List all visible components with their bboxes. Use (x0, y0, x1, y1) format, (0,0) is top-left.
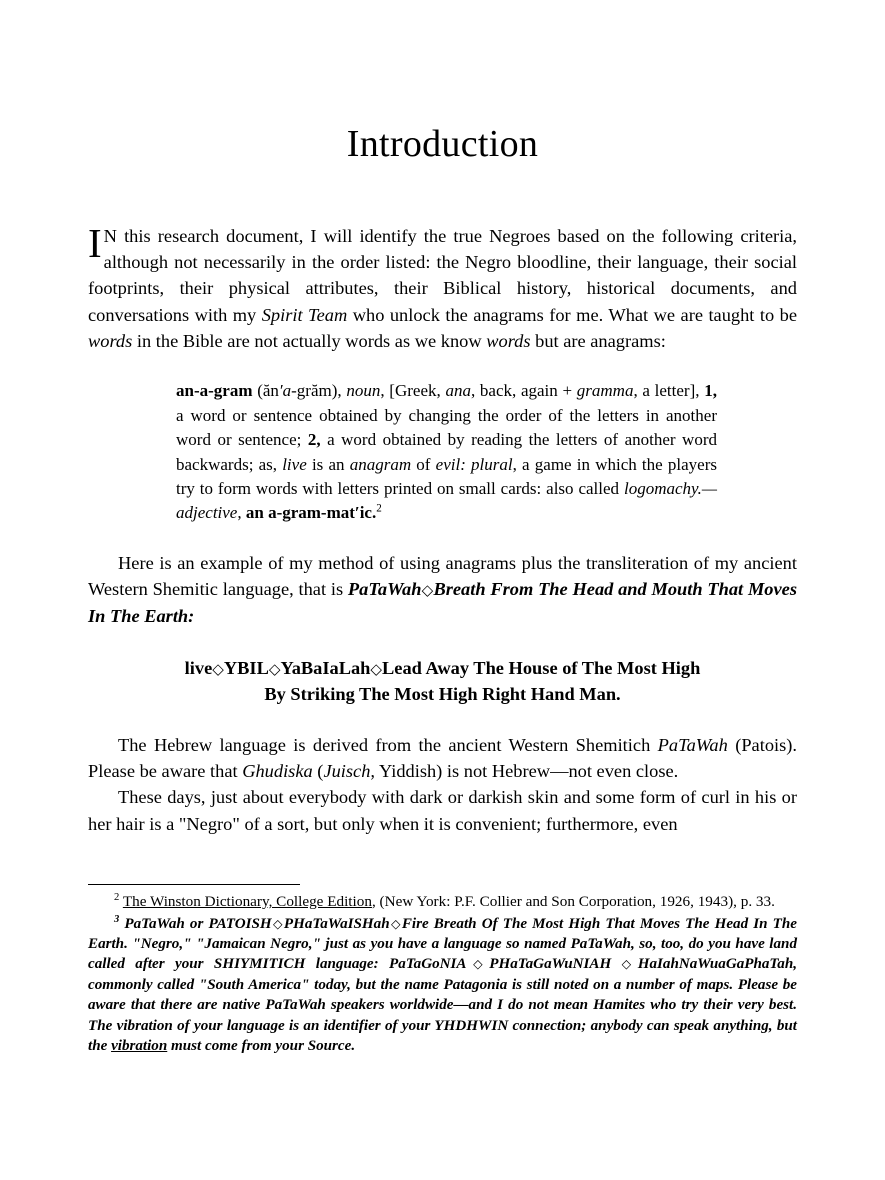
logomachy-adjective: logomachy.—adjective (176, 478, 717, 523)
footnotes-section (88, 884, 797, 1056)
intro-paragraph (88, 219, 797, 354)
diamond-icon: ◇ (271, 916, 284, 931)
hebrew-paragraph (88, 732, 797, 785)
footnote-3-phatawaishah: PHaTaWaISHah (283, 915, 390, 932)
dictionary-definition-block (88, 379, 797, 525)
words-emphasis-1: words (88, 330, 133, 351)
breath-translation: Breath From The Head and Mouth That Moves In The Earth: (88, 579, 797, 627)
diamond-icon: ◇ (268, 659, 281, 678)
footnote-3-body-3: must come from your Source. (167, 1038, 356, 1055)
footnote-2-marker: 2 (114, 891, 120, 903)
part-of-speech: noun (346, 381, 381, 401)
example-evil-plural: evil: plural (435, 454, 513, 474)
diamond-icon: ◇ (370, 659, 383, 678)
patawah-bold-italic: PaTaWah (347, 579, 422, 600)
method-paragraph (88, 550, 797, 630)
definition-headword: an-a-gram (176, 381, 253, 401)
diamond-icon: ◇ (389, 916, 402, 931)
pronunciation-italic-a: ′a (278, 381, 292, 401)
words-emphasis-2: words (486, 330, 531, 351)
these-days-paragraph: These days, just about everybody with dark or darkish skin and some form of curl in his or her hair is a "Negro" of a sort, but only when it is convenient; furthermore, even (88, 787, 797, 834)
hebrew-text-3: ( (312, 760, 324, 781)
anagram-ybil: YBIL (223, 657, 269, 678)
patawah-italic: PaTaWah (657, 734, 728, 755)
etymology-open: , [Greek, (380, 381, 446, 401)
method-text: Here is an example of my method of using anagrams plus the transliteration of my ancient Western Shemitic language, that is (88, 552, 797, 600)
diamond-icon: ◇ (421, 581, 434, 600)
pronunciation-open: (ăn (252, 381, 279, 401)
footnote-separator-rule (88, 884, 300, 885)
spirit-team-emphasis: Spirit Team (261, 304, 348, 325)
footnote-2-title: The Winston Dictionary, College Edition (122, 893, 372, 910)
small-caps-n: N (103, 225, 117, 246)
intro-text-2: who unlock the anagrams for me. What we are taught to be (347, 304, 797, 325)
adjective-form: an a-gram-mat′ic. (245, 503, 377, 523)
ghudiska-italic: Ghudiska (242, 760, 313, 781)
sense-2-mid: is an (306, 454, 350, 474)
etymology-gramma: gramma (576, 381, 634, 401)
adjective-separator: , (237, 503, 246, 523)
footnote-3-body-1: Fire Breath Of The Most High That Moves The Head In The Earth. "Negro," "Jamaican Negro," just as you have a language so named PaTaWah, so, too, do you have land called after your SHIYMITICH language: PaTaGoNIA (88, 915, 797, 973)
diamond-icon: ◇ (212, 659, 224, 678)
footnote-3-patoish: PATOISH (208, 915, 272, 932)
footnote-3-body-2: HaIahNaWuaGaPhaTah, commonly called "South America" today, but the name Patagonia is still noted on a number of maps. Please be aware that there are native PaTaWah speakers worldwide—and I do not mean Hamites who try their very best. The vibration of your language is an identifier of your YHDHWIN connection; anybody can speak anything, but the (88, 956, 797, 1055)
sense-2-rest: , a game in which the players try to form words with letters printed on small cards: also called (176, 454, 717, 498)
example-live: live (282, 454, 307, 474)
hebrew-text-4: Yiddish) is not Hebrew—not even close. (375, 760, 679, 781)
intro-text-4: but are anagrams: (530, 330, 666, 351)
footnote-2 (88, 892, 797, 913)
page-content (88, 0, 797, 837)
etymology-mid: , back, again + (470, 381, 577, 401)
pronunciation-close: -grăm), (291, 381, 347, 401)
etymology-ana: ana (445, 381, 471, 401)
footnote-2-rest: , (New York: P.F. Collier and Son Corporation, 1926, 1943), p. 33. (371, 893, 775, 910)
page-title: Introduction (346, 123, 539, 165)
sense-2-number: 2, (307, 430, 321, 450)
anagram-translation-line2: By Striking The Most High Right Hand Man. (264, 684, 621, 705)
example-anagram: anagram (349, 454, 412, 474)
juisch-italic: Juisch, (323, 760, 376, 781)
footnote-3-or: or (184, 915, 209, 932)
sense-2-text: a word obtained by reading the letters of another word backwards; as, (176, 430, 717, 474)
hebrew-text-2: (Patois). Please be aware that (88, 734, 798, 781)
footnote-ref-2[interactable]: 2 (376, 502, 382, 515)
anagram-translation-line1: Lead Away The House of The Most High (382, 657, 701, 678)
sense-1-text: a word or sentence obtained by changing the order of the letters in another word or sentence; (176, 405, 717, 450)
footnote-3-marker: 3 (114, 913, 120, 925)
diamond-icon: ◇ (621, 957, 638, 972)
anagram-display-block (88, 656, 797, 708)
sense-1-number: 1, (704, 381, 717, 401)
hebrew-text-1: The Hebrew language is derived from the ancient Western Shemitich (118, 734, 658, 755)
intro-text-3: in the Bible are not actually words as we know (132, 330, 487, 351)
footnote-3-vibration-underlined: vibration (111, 1038, 168, 1055)
footnote-3 (88, 914, 797, 1057)
etymology-close: , a letter], (633, 381, 705, 401)
anagram-live: live (184, 657, 213, 678)
sense-2-mid-2: of (411, 454, 436, 474)
drop-cap: I (88, 219, 102, 266)
intro-text-1: this research document, I will identify the true Negroes based on the following criteria, although not necessarily in the order listed: the Negro bloodline, their language, their social footprints, their physical attributes, their Biblical history, historical documents, and conversations with my (88, 225, 797, 325)
anagram-yabaialah: YaBaIaLah (280, 657, 371, 678)
diamond-icon: ◇ (466, 957, 490, 972)
footnote-3-phatagawuniah: PHaTaGaWuNIAH (489, 956, 622, 973)
footnote-3-patawah: PaTaWah (124, 915, 185, 932)
